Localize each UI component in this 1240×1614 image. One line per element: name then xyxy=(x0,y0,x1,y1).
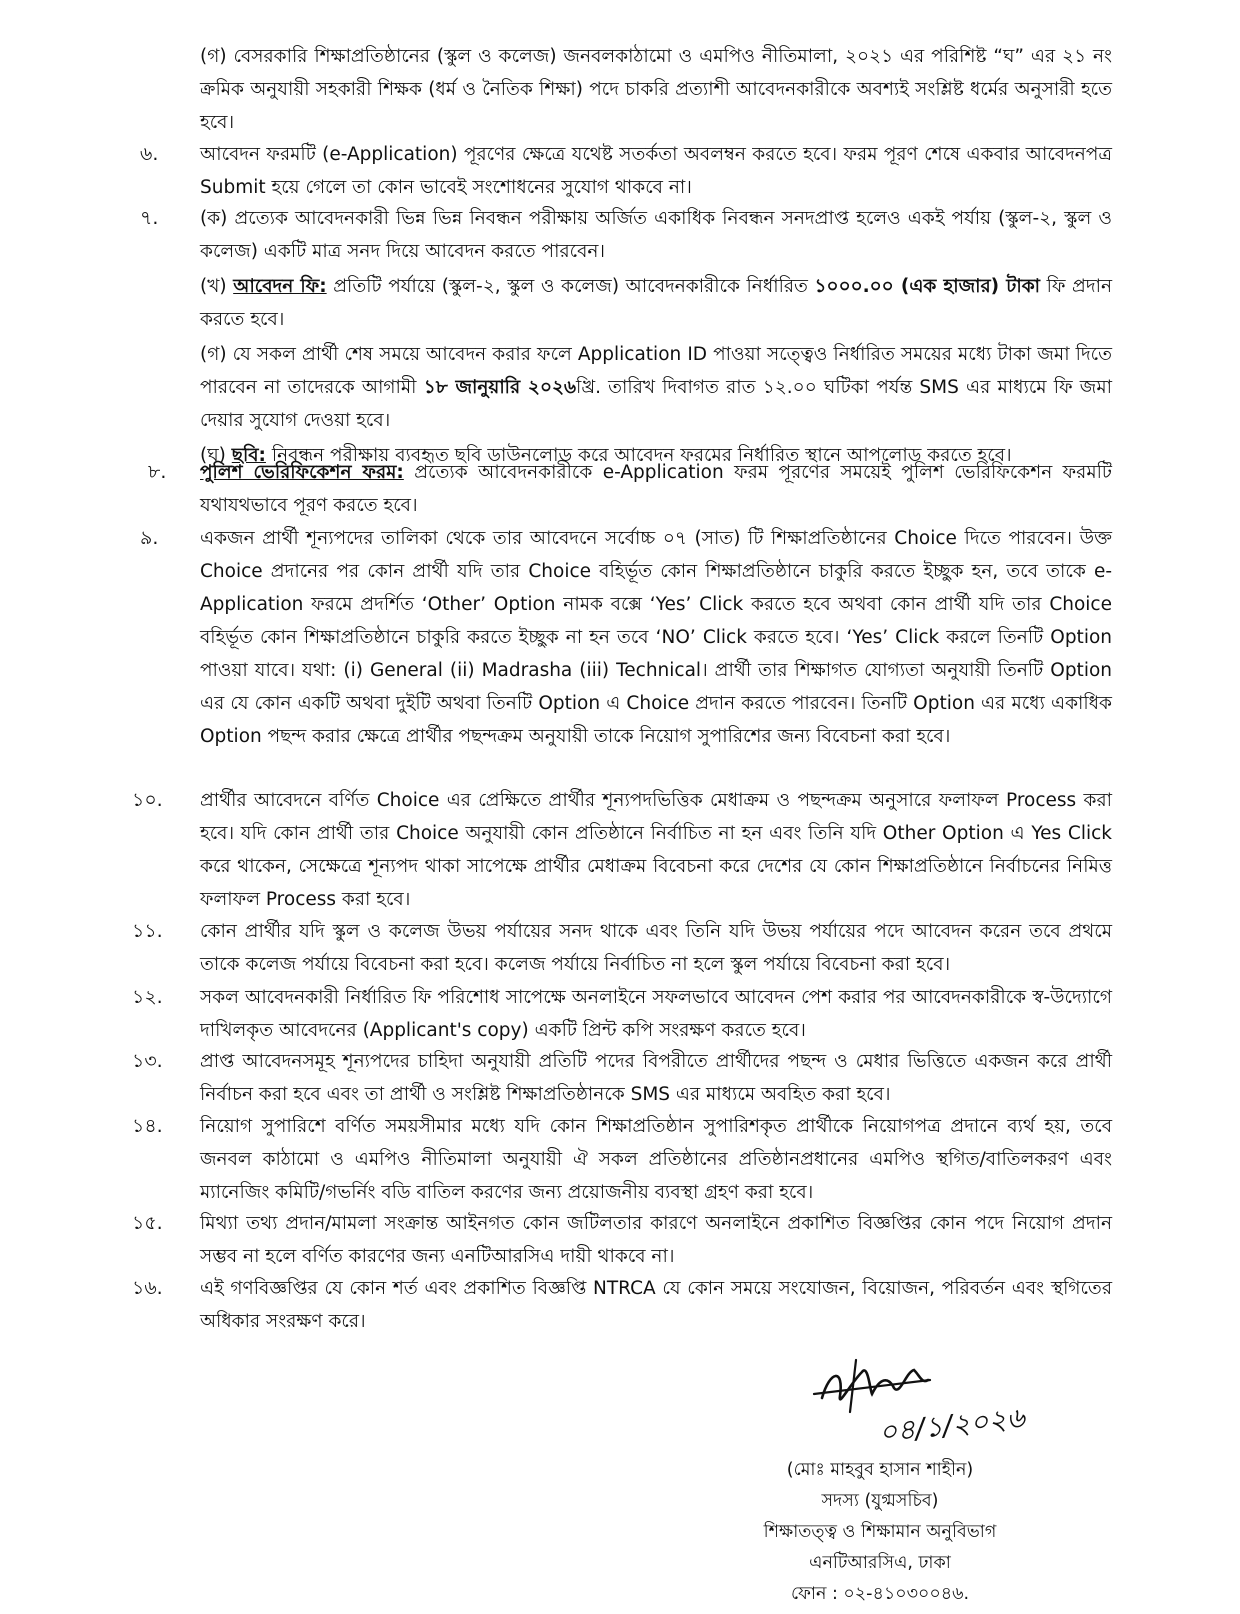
signature-block xyxy=(720,1350,1140,1610)
item-number: ১১. xyxy=(132,920,163,942)
sub-item-ga xyxy=(200,338,1112,437)
item-text: প্রাপ্ত আবেদনসমূহ শূন্যপদের চাহিদা অনুযায়ী প্রতিটি পদের বিপরীতে প্রার্থীদের পছন্দ ও মেধার ভিত্তিতে একজন করে প্রার্থী নির্বাচন করা হবে এবং তা প্রার্থী ও সংশ্লিষ্ট শিক্ষাপ্রতিষ্ঠানকে SMS এর মাধ্যমে অবহিত করা হবে। xyxy=(200,1051,1112,1105)
sub-prefix: (ঘ) xyxy=(200,445,232,466)
sub-text-end: ফি প্রদান করতে হবে। xyxy=(200,276,1112,330)
sub-item-kha xyxy=(200,270,1112,336)
item-text: নিয়োগ সুপারিশে বর্ণিত সময়সীমার মধ্যে যদি কোন শিক্ষাপ্রতিষ্ঠান সুপারিশকৃত প্রার্থীকে নিয়োগপত্র প্রদানে ব্যর্থ হয়, তবে জনবল কাঠামো ও এমপিও নীতিমালা অনুযায়ী ঐ সকল প্রতিষ্ঠানের প্রতিষ্ঠানপ্রধানের এমপিও স্থগিত/বাতিলকরণ এবং ম্যানেজিং কমিটি/গভর্নিং বডি বাতিল করণের জন্য প্রয়োজনীয় ব্যবস্থা গ্রহণ করা হবে। xyxy=(200,1116,1112,1203)
fee-amount: ১০০০.০০ (এক হাজার) টাকা xyxy=(814,276,1041,297)
signatory-name: (মোঃ মাহবুব হাসান শাহীন) xyxy=(786,1460,974,1480)
item-number: ১৫. xyxy=(132,1212,163,1234)
item-text: একজন প্রার্থী শূন্যপদের তালিকা থেকে তার আবেদনে সর্বোচ্চ ০৭ (সাত) টি শিক্ষাপ্রতিষ্ঠানের Choice দিতে পারবেন। উক্ত Choice প্রদানের পর কোন প্রার্থী যদি তার Choice বহির্ভূত কোন শিক্ষাপ্রতিষ্ঠানে চাকুরি করতে ইচ্ছুক হন, তবে তাকে e-Application ফরমে প্রদর্শিত ‘Other’ Option নামক বক্সে ‘Yes’ Click করতে হবে অথবা কোন প্রার্থী যদি তার Choice বহির্ভূত কোন শিক্ষাপ্রতিষ্ঠানে চাকুরি করতে ইচ্ছুক না হন তবে ‘NO’ Click করতে হবে। ‘Yes’ Click করলে তিনটি Option পাওয়া যাবে। যথা: (i) General (ii) Madrasha (iii) Technical। প্রার্থী তার শিক্ষাগত যোগ্যতা অনুযায়ী তিনটি Option এর যে কোন একটি অথবা দুইটি অথবা তিনটি Option এ Choice প্রদান করতে পারবেন। তিনটি Option এর মধ্যে একাধিক Option পছন্দ করার ক্ষেত্রে প্রার্থীর পছন্দক্রম অনুযায়ী তাকে নিয়োগ সুপারিশের জন্য বিবেচনা করা হবে। xyxy=(200,528,1112,747)
item-text xyxy=(200,202,1112,474)
sub-text: নিবন্ধন পরীক্ষায় ব্যবহৃত ছবি ডাউনলোড করে আবেদন ফরমের নির্ধারিত স্থানে আপলোড করতে হবে। xyxy=(265,445,1012,466)
signatory-office: এনটিআরসিএ, ঢাকা xyxy=(809,1553,951,1573)
paragraph-text: (গ) বেসরকারি শিক্ষাপ্রতিষ্ঠানের (স্কুল ও কলেজ) জনবলকাঠামো ও এমপিও নীতিমালা, ২০২১ এর পরিশিষ্ট “ঘ” এর ২১ নং ক্রমিক অনুযায়ী সহকারী শিক্ষক (ধর্ম ও নৈতিক শিক্ষা) পদে চাকরি প্রত্যাশী আবেদনকারীকে অবশ্যই সংশ্লিষ্ট ধর্মের অনুসারী হতে হবে। xyxy=(200,46,1112,133)
item-number: ৭. xyxy=(140,207,159,229)
sub-text-end: খ্রি. তারিখ দিবাগত রাত ১২.০০ ঘটিকা পর্যন্ত SMS এর মাধ্যমে ফি জমা দেয়ার সুযোগ দেওয়া হবে। xyxy=(200,377,1112,431)
photo-label: ছবি: xyxy=(231,445,266,466)
deadline-date: ১৮ জানুয়ারি ২০২৬ xyxy=(423,377,577,398)
item-number: ১০. xyxy=(132,789,163,811)
item-text: কোন প্রার্থীর যদি স্কুল ও কলেজ উভয় পর্যায়ের সনদ থাকে এবং তিনি যদি উভয় পর্যায়ের পদে আবেদন করেন তবে প্রথমে তাকে কলেজ পর্যায়ে বিবেচনা করা হবে। কলেজ পর্যায়ে নির্বাচিত না হলে স্কুল পর্যায়ে বিবেচনা করা হবে। xyxy=(200,921,1112,975)
item-number: ১২. xyxy=(132,986,163,1008)
signatory-details xyxy=(720,1455,1040,1610)
item-number: ১৬. xyxy=(132,1277,163,1299)
item-number: ৬. xyxy=(140,143,159,165)
item-text: এই গণবিজ্ঞপ্তির যে কোন শর্ত এবং প্রকাশিত বিজ্ঞপ্তি NTRCA যে কোন সময়ে সংযোজন, বিয়োজন, পরিবর্তন এবং স্থগিতের অধিকার সংরক্ষণ করে। xyxy=(200,1278,1112,1332)
item-text-body: প্রত্যেক আবেদনকারীকে e-Application ফরম পূরণের সময়েই পুলিশ ভেরিফিকেশন ফরমটি যথাযথভাবে পূরণ করতে হবে। xyxy=(200,462,1112,516)
item-text: সকল আবেদনকারী নির্ধারিত ফি পরিশোধ সাপেক্ষে অনলাইনে সফলভাবে আবেদন পেশ করার পর আবেদনকারীকে স্ব-উদ্যোগে দাখিলকৃত আবেদনের (Applicant's copy) একটি প্রিন্ট কপি সংরক্ষণ করতে হবে। xyxy=(200,987,1112,1041)
application-fee-label: আবেদন ফি: xyxy=(233,276,327,297)
item-text xyxy=(200,456,1112,522)
item-text: আবেদন ফরমটি (e-Application) পূরণের ক্ষেত্রে যথেষ্ট সতর্কতা অবলম্বন করতে হবে। ফরম পূরণ শেষে একবার আবেদনপত্র Submit হয়ে গেলে তা কোন ভাবেই সংশোধনের সুযোগ থাকবে না। xyxy=(200,144,1112,198)
item-text: প্রার্থীর আবেদনে বর্ণিত Choice এর প্রেক্ষিতে প্রার্থীর শূন্যপদভিত্তিক মেধাক্রম ও পছন্দক্রম অনুসারে ফলাফল Process করা হবে। যদি কোন প্রার্থী তার Choice অনুযায়ী কোন প্রতিষ্ঠানে নির্বাচিত না হন এবং তিনি যদি Other Option এ Yes Click করে থাকেন, সেক্ষেত্রে শূন্যপদ থাকা সাপেক্ষে প্রার্থীর মেধাক্রম বিবেচনা করে দেশের যে কোন শিক্ষাপ্রতিষ্ঠানে নির্বাচনের নিমিত্ত ফলাফল Process করা হবে। xyxy=(200,790,1112,910)
signature-date: ০৪/১/২০২৬ xyxy=(877,1400,1027,1449)
sub-item-ka: (ক) প্রত্যেক আবেদনকারী ভিন্ন ভিন্ন নিবন্ধন পরীক্ষায় অর্জিত একাধিক নিবন্ধন সনদপ্রাপ্ত হলেও একই পর্যায় (স্কুল-২, স্কুল ও কলেজ) একটি মাত্র সনদ দিয়ে আবেদন করতে পারবেন। xyxy=(200,208,1112,262)
item-number: ১৪. xyxy=(132,1115,163,1137)
handwritten-signature xyxy=(810,1350,1030,1460)
police-verification-label: পুলিশ ভেরিফিকেশন ফরম: xyxy=(200,462,404,483)
signatory-designation: সদস্য (যুগ্মসচিব) xyxy=(821,1491,939,1511)
signatory-phone: ফোন : ০২-৪১০৩০০৪৬. xyxy=(790,1584,970,1604)
sub-text: প্রতিটি পর্যায়ে (স্কুল-২, স্কুল ও কলেজ) আবেদনকারীকে নির্ধারিত xyxy=(326,276,815,297)
sub-prefix: (খ) xyxy=(200,276,234,297)
item-number: ৮. xyxy=(148,461,167,483)
item-number: ১৩. xyxy=(132,1050,163,1072)
item-text: মিথ্যা তথ্য প্রদান/মামলা সংক্রান্ত আইনগত কোন জটিলতার কারণে অনলাইনে প্রকাশিত বিজ্ঞপ্তির কোন পদে নিয়োগ প্রদান সম্ভব না হলে বর্ণিত কারণের জন্য এনটিআরসিএ দায়ী থাকবে না। xyxy=(200,1213,1112,1267)
signatory-department: শিক্ষাতত্ত্ব ও শিক্ষামান অনুবিভাগ xyxy=(763,1522,997,1542)
sub-text: (গ) যে সকল প্রার্থী শেষ সময়ে আবেদন করার ফলে Application ID পাওয়া সত্ত্বেও নির্ধারিত সময়ের মধ্যে টাকা জমা দিতে পারবেন না তাদেরকে আগামী xyxy=(200,344,1112,398)
item-number: ৯. xyxy=(140,527,159,549)
